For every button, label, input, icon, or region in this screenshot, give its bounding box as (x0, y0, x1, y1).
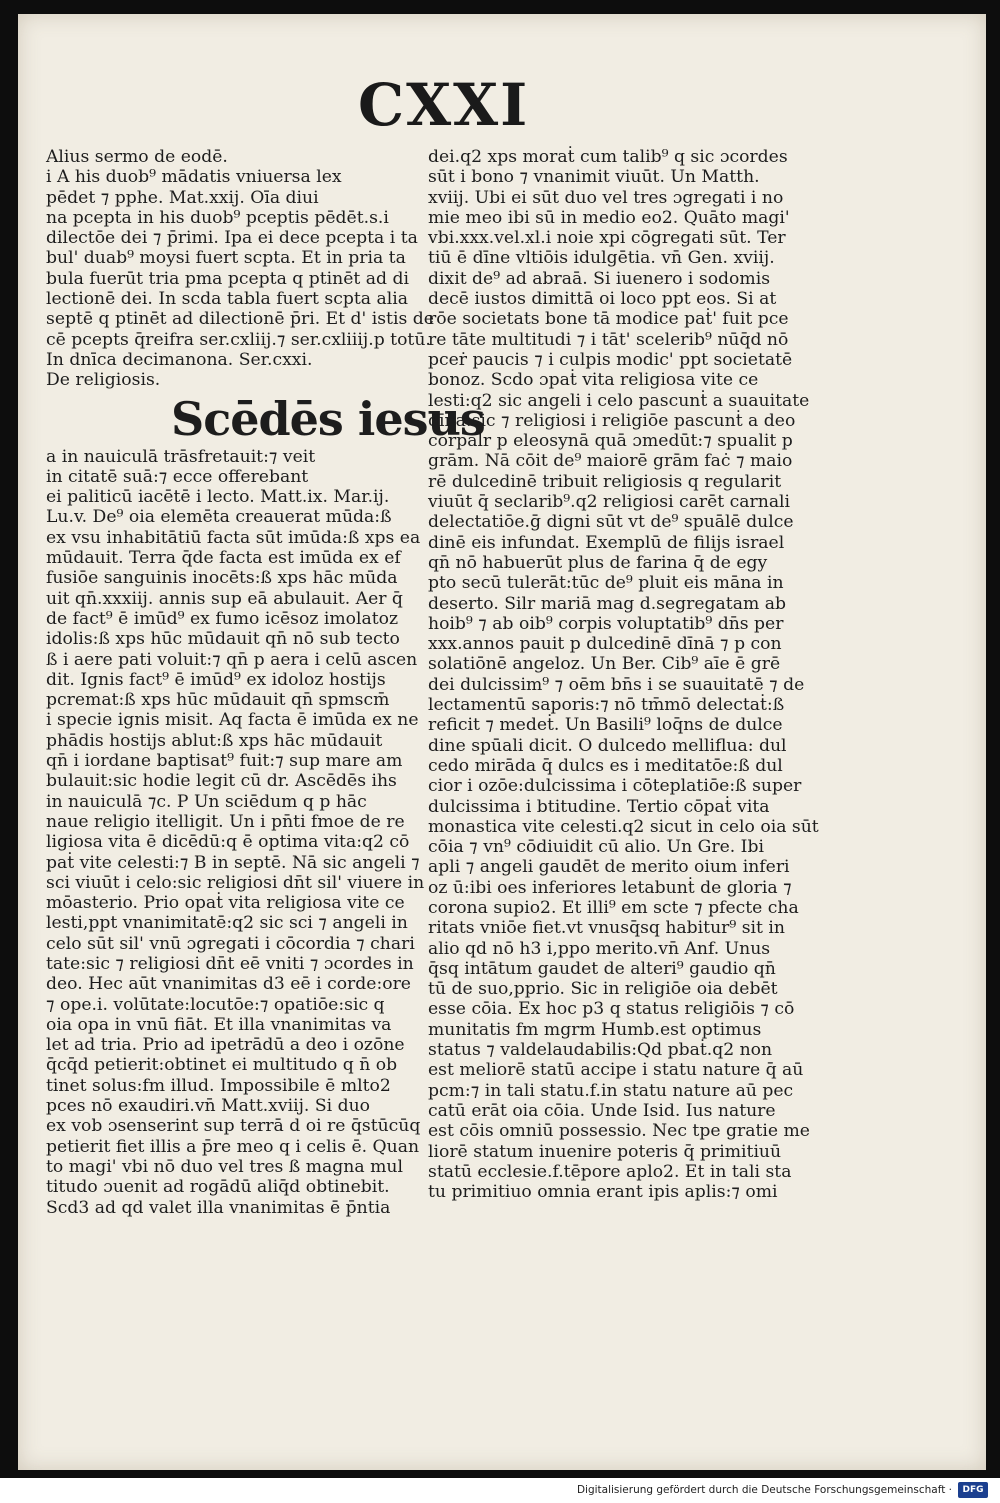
text-line: dine spūali dicit. O dulcedo melliflua: dul (428, 735, 787, 756)
text-line: ritats vniōe fiet.vt vnusq̄sq habitur⁹ sit in (428, 918, 785, 939)
text-line: pēdet ⁊ pphe. Mat.xxij. Oīa diui (46, 187, 319, 208)
text-line: tū de suo,pprio. Sic in religiōe oia debēt (428, 979, 778, 1000)
text-line: Lu.v. De⁹ oia elemēta creauerat mūda:ß (46, 507, 392, 528)
text-line: qn̄ i iordane baptisat⁹ fuit:⁊ sup mare am (46, 751, 403, 772)
text-line: cē pcepts q̄reifra ser.cxliij.⁊ ser.cxliiij.p totū. (46, 329, 431, 350)
text-line: lesti:q2 sic angeli i celo pascunṫ a suauitate (428, 390, 810, 411)
book-page (18, 14, 986, 1470)
text-line: idolis:ß xps hūc mūdauit qn̄ nō sub tecto (46, 629, 400, 650)
text-line: q̄sq intātum gaudet de alteri⁹ gaudio qn̄ (428, 958, 776, 979)
text-line: petierit fiet illis a p̄re meo q i celis ē. Quan (46, 1136, 420, 1157)
text-line: to magi' vbi nō duo vel tres ß magna mul (46, 1156, 403, 1177)
text-line: de fact⁹ ē imūd⁹ ex fumo icēsoz imolatoz (46, 608, 399, 629)
text-line: tiū ē dīne vltiōis idulgētia. vn̄ Gen. xviij. (428, 248, 775, 269)
text-line: Alius sermo de eodē. (46, 147, 228, 167)
text-line: xviij. Ubi ei sūt duo vel tres ɔgregati i no (428, 187, 784, 208)
text-line: i specie ignis misit. Aq facta ē imūda ex ne (46, 710, 419, 731)
text-line: mūdauit. Terra q̄de facta est imūda ex ef (46, 548, 401, 569)
text-line: De religiosis. (46, 370, 161, 391)
text-line: status ⁊ valdelaudabilis:Qd pbaṫ.q2 non (428, 1040, 773, 1061)
left-column-bottom-lines (46, 446, 425, 1218)
folio-number: CXXI (358, 71, 530, 139)
text-line: In dnīca decimanona. Ser.cxxi. (46, 349, 313, 370)
text-line: cōia ⁊ vn⁹ cōdiuidit cū alio. Un Gre. Ibi (428, 837, 764, 858)
funding-credit: Digitalisierung gefördert durch die Deutsche Forschungsgemeinschaft · (576, 1484, 952, 1496)
right-column (428, 147, 819, 1203)
text-line: corpalr p eleosynā quā ɔmedūt:⁊ spualit p (428, 431, 793, 452)
text-line: pceṙ paucis ⁊ i culpis modic' ppt societatē (428, 349, 793, 370)
text-line: dei dulcissim⁹ ⁊ oēm bn̄s i se suauitatē ⁊ de (428, 674, 805, 695)
text-line: cior i ozōe:dulcissima i cōteplatiōe:ß super (428, 776, 802, 797)
text-line: a in nauiculā trāsfretauit:⁊ veit (46, 446, 316, 467)
text-line: bonoz. Scdo ɔpaṫ vita religiosa vite ce (428, 370, 759, 391)
text-line: pcremat:ß xps hūc mūdauit qn̄ spmscm̄ (46, 690, 390, 711)
text-line: fusiōe sanguinis inocēts:ß xps hāc mūda (46, 568, 398, 589)
text-line: dilectōe dei ⁊ p̄rimi. Ipa ei dece pcepta i ta (46, 228, 418, 249)
text-line: i A his duob⁹ mādatis vniuersa lex (46, 167, 342, 188)
text-line: re tāte multitudi ⁊ i tāt' scelerib⁹ nūq̄d nō (428, 329, 789, 350)
text-line: apli ⁊ angeli gaudēt de merito oium inferi (428, 857, 790, 878)
text-line: dinē eis infundat. Exemplū de filijs israel (428, 532, 785, 553)
text-line: corona supio2. Et illi⁹ em scte ⁊ pfecte cha (428, 897, 799, 918)
initial-heading: Scēdēs iesus (171, 391, 485, 446)
text-line: bul' duab⁹ moysi fuert scpta. Et in pria ta (46, 248, 406, 269)
text-line: in nauiculā ⁊c. P Un sciēdum q p hāc (46, 791, 367, 812)
text-line: ex vsu inhabitātiū facta sūt imūda:ß xps ea (46, 527, 421, 548)
text-line: in citatē suā:⁊ ecce offerebant (46, 466, 309, 487)
text-line: dixit de⁹ ad abraā. Si iuenero i sodomis (428, 268, 771, 289)
text-line: Scd3 ad qd valet illa vnanimitas ē p̄ntia (46, 1197, 391, 1218)
text-line: bula fuerūt tria pma pcepta q ptinēt ad di (46, 268, 409, 289)
text-line: statū ecclesie.f.tēpore aplo2. Et in tali sta (428, 1161, 792, 1182)
text-line: uit qn̄.xxxiij. annis sup eā abulauit. Aer q̄ (46, 588, 403, 609)
text-line: esse cōia. Ex hoc p3 q status religiōis ⁊ cō (428, 999, 795, 1020)
text-line: dit. Ignis fact⁹ ē imūd⁹ ex idoloz hostijs (46, 669, 386, 690)
text-line: munitatis fm mgrm Humb.est optimus (428, 1019, 762, 1040)
text-line: pces nō exaudiri.vn̄ Matt.xviij. Si duo (46, 1096, 370, 1117)
text-line: deserto. Silr mariā mag d.segregatam ab (428, 593, 786, 614)
text-line: titudo ɔuenit ad rogādū aliq̄d obtinebit. (46, 1177, 390, 1198)
text-line: lesti,ppt vnanimitatē:q2 sic sci ⁊ angeli in (46, 913, 408, 934)
text-line: oz ū:ibi oes inferiores letabunṫ de gloria ⁊ (428, 877, 792, 898)
text-line: dei.q2 xps moraṫ cum talib⁹ q sic ɔcordes (428, 147, 788, 167)
text-line: na pcepta in his duob⁹ pceptis pēdēt.s.i (46, 207, 389, 228)
text-line: bulauit:sic hodie legit cū dr. Ascēdēs ihs (46, 771, 397, 792)
text-line: phādis hostijs ablut:ß xps hāc mūdauit (46, 730, 383, 751)
text-line: tate:sic ⁊ religiosi dn̄t eē vniti ⁊ ɔcordes in (46, 953, 414, 974)
text-line: lectamentū saporis:⁊ nō tm̄mō delectaṫ:ß (428, 695, 785, 716)
text-line: cedo mirāda q̄ dulcs es i meditatōe:ß dul (428, 755, 783, 776)
text-line: lectionē dei. In scda tabla fuert scpta alia (46, 289, 408, 310)
text-line: dulcissima i btitudine. Tertio cōpaṫ vita (428, 796, 770, 817)
text-line: ei paliticū iacētē i lecto. Matt.ix. Mar.ij. (46, 487, 390, 508)
left-column (46, 147, 485, 1218)
text-line: mōasterio. Prio opaṫ vita religiosa vite ce (46, 893, 405, 914)
text-line: q̄cq̄d petierit:obtinet ei multitudo q n̄ ob (46, 1055, 398, 1076)
text-line: liorē statum inuenire poteris q̄ primitiuū (428, 1141, 782, 1162)
text-line: viuūt q̄ seclarib⁹.q2 religiosi carēt carnali (428, 492, 791, 513)
text-line: est cōis omniū possessio. Nec tpe gratie me (428, 1121, 810, 1142)
text-line: xxx.annos pauit p dulcedinē dīnā ⁊ p con (428, 634, 782, 655)
text-line: rōe societats bone tā modice paṫ' fuit pce (428, 309, 789, 330)
footer-bar (0, 1478, 1000, 1503)
text-line: grām. Nā cōit de⁹ maiorē grām faċ ⁊ maio (428, 451, 793, 472)
text-line: reficit ⁊ medeṫ. Un Basili⁹ loq̄ns de dulce (428, 715, 783, 736)
right-column-lines (428, 147, 819, 1203)
text-line: decē iustos dimittā oi loco ppt eos. Si at (428, 289, 777, 310)
text-line: ex vob ɔsenserint sup terrā d oi re q̄stūcūq (46, 1116, 421, 1137)
text-line: vbi.xxx.vel.xl.i noie xpi cōgregati sūt. Ter (428, 228, 786, 249)
text-line: pto secū tulerāt:tūc de⁹ pluit eis māna in (428, 573, 784, 594)
text-line: est meliorē statū accipe i statu nature q̄ aū (428, 1060, 804, 1081)
text-line: tinet solus:fm illud. Impossibile ē mlto2 (46, 1075, 391, 1096)
text-line: mie meo ibi sū in medio eo2. Quāto magi' (428, 207, 790, 228)
text-line: qn̄ nō habuerūt plus de farina q̄ de egy (428, 552, 768, 573)
text-line: rē dulcedinē tribuit religiosis q regularit (428, 471, 782, 492)
text-line: celo sūt sil' vnū ɔgregati i cōcordia ⁊ chari (46, 933, 415, 954)
text-line: hoib⁹ ⁊ ab oib⁹ corpis voluptatib⁹ dn̄s per (428, 613, 784, 634)
text-line: delectatiōe.ḡ digni sūt vt de⁹ spuālē dulce (428, 512, 794, 533)
text-line: naue religio itelligit. Un i pn̄ti fmoe de re (46, 811, 405, 832)
text-line: let ad tria. Prio ad ipetrādū a deo i ozōne (46, 1035, 405, 1056)
text-line: paṫ vite celesti:⁊ B in septē. Nā sic angeli ⁊ (46, 852, 420, 873)
text-line: catū erāt oia cōia. Unde Isid. Ius nature (428, 1100, 776, 1121)
text-line: pcm:⁊ in tali statu.f.in statu nature aū pec (428, 1080, 794, 1101)
text-line: sūt i bono ⁊ vnanimit viuūt. Un Matth. (428, 167, 760, 188)
text-line: oia opa in vnū fiāt. Et illa vnanimitas va (46, 1014, 392, 1035)
text-line: solatiōnē angeloz. Un Ber. Cib⁹ aīe ē grē (428, 654, 781, 675)
text-line: dīna:sic ⁊ religiosi i religiōe pascunṫ a deo (428, 410, 796, 431)
text-line: tu primitiuo omnia erant ipis aplis:⁊ omi (428, 1182, 778, 1203)
left-column-top-lines (46, 147, 434, 391)
text-line: septē q ptinēt ad dilectionē p̄ri. Et d' istis de (46, 309, 434, 330)
text-line: ⁊ ope.i. volūtate:locutōe:⁊ opatiōe:sic q (46, 994, 385, 1015)
text-line: alio qd nō h3 i,ppo merito.vn̄ Anf. Unus (428, 938, 771, 959)
dfg-logo: DFG (958, 1482, 988, 1498)
text-line: sci viuūt i celo:sic religiosi dn̄t sil' viuere in (46, 872, 425, 893)
text-line: ß i aere pati voluit:⁊ qn̄ p aera i celū ascen (46, 649, 418, 670)
text-line: ligiosa vita ē dicēdū:q ē optima vita:q2 cō (46, 832, 410, 853)
text-line: deo. Hec aūt vnanimitas d3 eē i corde:ore (46, 974, 411, 995)
text-line: monastica vite celesti.q2 sicut in celo oia sūt (428, 816, 819, 837)
